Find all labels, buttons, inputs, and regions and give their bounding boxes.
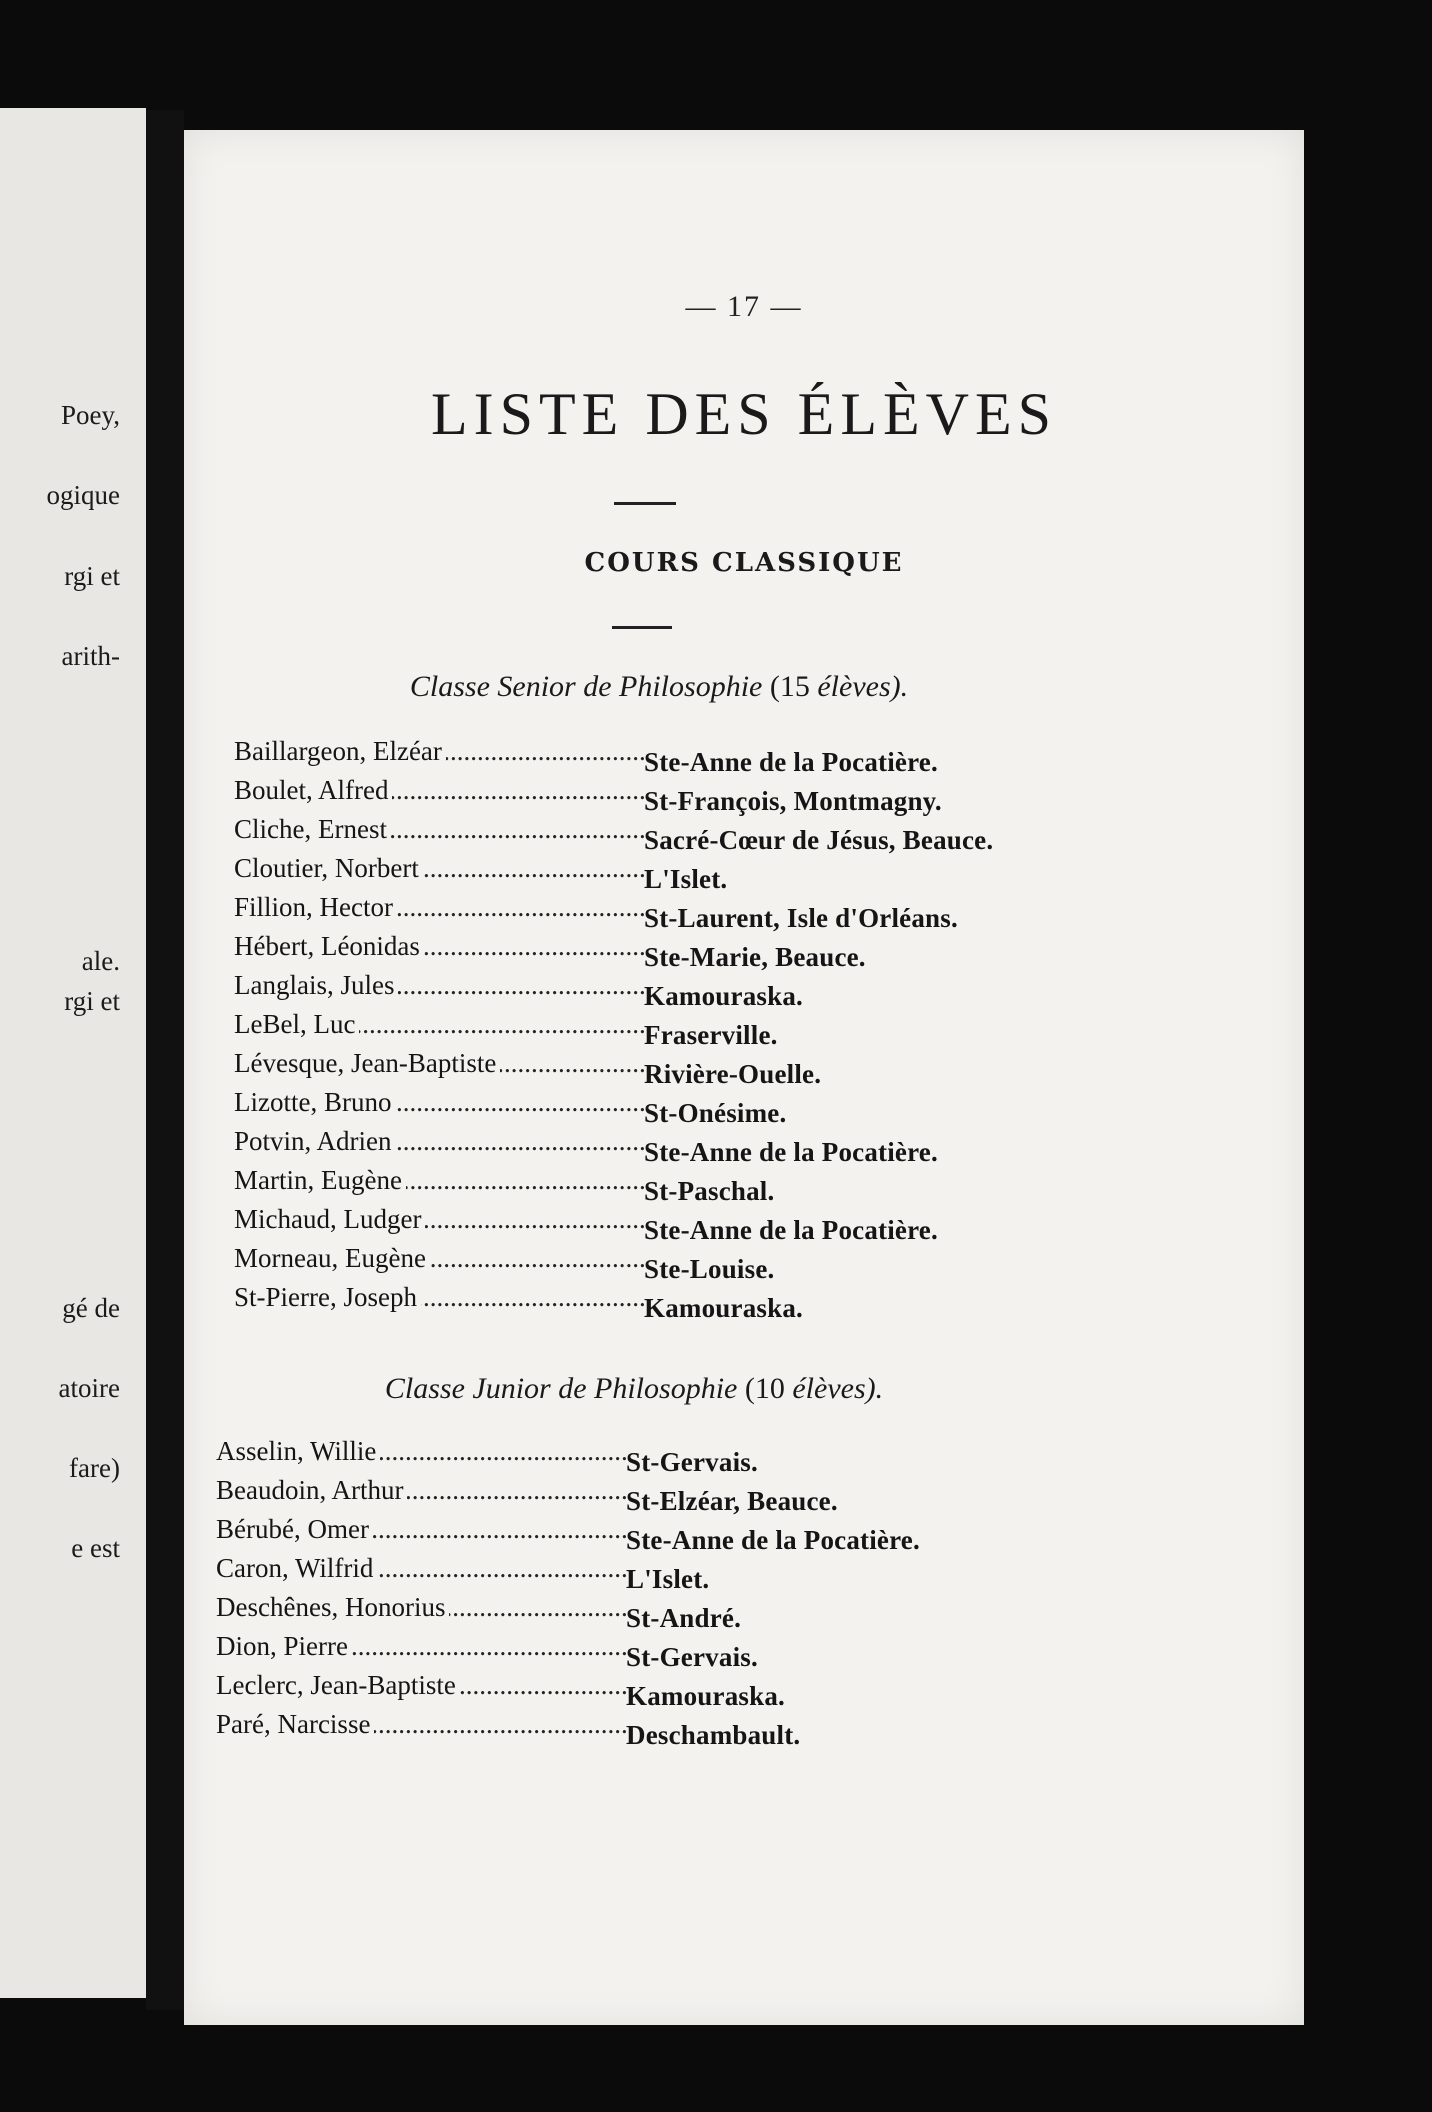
student-entry <box>216 1471 920 1516</box>
student-name: Langlais, Jules <box>234 970 398 1000</box>
student-hometown: Sacré-Cœur de Jésus, Beauce. <box>644 825 994 855</box>
facing-page-line: ale. <box>81 946 120 976</box>
student-name: Boulet, Alfred <box>234 775 392 805</box>
student-name: Michaud, Ludger <box>234 1204 425 1234</box>
student-hometown: Kamouraska. <box>644 981 803 1011</box>
facing-page-line: rgi et <box>64 561 120 591</box>
facing-page-line: e est <box>71 1533 120 1563</box>
student-entry <box>216 1549 920 1594</box>
student-entry <box>234 771 993 816</box>
section-title: COURS CLASSIQUE <box>584 548 904 578</box>
page-number: — 17 — <box>685 290 803 323</box>
divider-rule <box>612 626 672 629</box>
student-name: Deschênes, Honorius <box>216 1592 449 1622</box>
class-heading-senior <box>184 670 1134 704</box>
facing-page-line: gé de <box>62 1293 120 1323</box>
student-hometown: Ste-Anne de la Pocatière. <box>644 1137 938 1167</box>
divider-rule <box>614 502 676 505</box>
facing-page-line: rgi et <box>64 986 120 1016</box>
student-hometown: St-Gervais. <box>626 1642 758 1672</box>
facing-page-line: arith- <box>61 641 120 671</box>
student-hometown: Ste-Anne de la Pocatière. <box>644 747 938 777</box>
student-entry <box>216 1432 920 1477</box>
student-hometown: Fraserville. <box>644 1020 778 1050</box>
student-hometown: L'Islet. <box>644 864 728 894</box>
student-list-senior <box>234 732 994 1323</box>
book-spine-shadow <box>146 110 184 2010</box>
page-title: LISTE DES ÉLÈVES <box>431 381 1057 447</box>
student-entry <box>216 1627 920 1672</box>
student-name: Leclerc, Jean-Baptiste <box>216 1670 460 1700</box>
class-heading-count-word: élèves). <box>792 1372 884 1405</box>
facing-page-line: atoire <box>58 1373 120 1403</box>
student-name: Cloutier, Norbert <box>234 853 423 883</box>
student-hometown: St-Onésime. <box>644 1098 787 1128</box>
student-name: Bérubé, Omer <box>216 1514 373 1544</box>
student-name: Beaudoin, Arthur <box>216 1475 407 1505</box>
student-hometown: Rivière-Ouelle. <box>644 1059 822 1089</box>
student-entry <box>216 1666 920 1711</box>
class-heading-label: Classe Senior de Philosophie <box>409 670 763 703</box>
student-name: Fillion, Hector <box>234 892 397 922</box>
student-hometown: St-Elzéar, Beauce. <box>626 1486 838 1516</box>
student-hometown: Deschambault. <box>626 1720 801 1750</box>
student-name: Cliche, Ernest <box>234 814 391 844</box>
student-name: Asselin, Willie <box>216 1436 380 1466</box>
student-entry <box>234 1239 993 1284</box>
student-entry <box>234 732 993 777</box>
student-hometown: Kamouraska. <box>626 1681 785 1711</box>
student-hometown: Ste-Anne de la Pocatière. <box>644 1215 938 1245</box>
student-hometown: St-Laurent, Isle d'Orléans. <box>644 903 958 933</box>
student-entry <box>234 927 993 972</box>
student-entry <box>234 849 993 894</box>
class-heading-count: (10 <box>744 1372 785 1405</box>
student-name: Lizotte, Bruno <box>234 1087 395 1117</box>
student-hometown: Ste-Marie, Beauce. <box>644 942 866 972</box>
student-hometown: Kamouraska. <box>644 1293 803 1323</box>
student-hometown: St-André. <box>626 1603 742 1633</box>
student-entry <box>234 888 993 933</box>
student-entry <box>234 1200 993 1245</box>
student-hometown: St-Gervais. <box>626 1447 758 1477</box>
student-name: St-Pierre, Joseph <box>234 1282 421 1312</box>
student-hometown: L'Islet. <box>626 1564 710 1594</box>
facing-page-line: ogique <box>46 480 120 510</box>
student-name: Dion, Pierre <box>216 1631 352 1661</box>
student-name: Lévesque, Jean-Baptiste <box>234 1048 500 1078</box>
student-hometown: Ste-Louise. <box>644 1254 775 1284</box>
student-hometown: St-François, Montmagny. <box>644 786 942 816</box>
student-name: LeBel, Luc <box>234 1009 359 1039</box>
student-entry <box>234 1044 993 1089</box>
student-hometown: Ste-Anne de la Pocatière. <box>626 1525 920 1555</box>
student-name: Caron, Wilfrid <box>216 1553 377 1583</box>
class-heading-count: (15 <box>769 670 810 703</box>
student-name: Morneau, Eugène <box>234 1243 430 1273</box>
student-entry <box>216 1705 920 1750</box>
student-entry <box>234 810 994 855</box>
student-name: Baillargeon, Elzéar <box>234 736 446 766</box>
student-list-junior <box>216 1432 920 1750</box>
student-name: Potvin, Adrien <box>234 1126 396 1156</box>
class-heading-label: Classe Junior de Philosophie <box>384 1372 738 1405</box>
student-entry <box>234 966 993 1011</box>
student-name: Hébert, Léonidas <box>234 931 424 961</box>
facing-page-line: fare) <box>69 1453 120 1483</box>
facing-page-line: Poey, <box>61 400 120 430</box>
student-entry <box>234 1083 993 1128</box>
facing-page-fragment <box>0 108 146 1998</box>
student-hometown: St-Paschal. <box>644 1176 775 1206</box>
student-entry <box>234 1278 993 1323</box>
student-entry <box>234 1161 993 1206</box>
student-entry <box>216 1510 920 1555</box>
student-entry <box>216 1588 920 1633</box>
document-page <box>184 130 1304 2025</box>
class-heading-junior <box>184 1372 1084 1406</box>
student-name: Martin, Eugène <box>234 1165 406 1195</box>
student-entry <box>234 1122 993 1167</box>
student-name: Paré, Narcisse <box>216 1709 374 1739</box>
class-heading-count-word: élèves). <box>817 670 909 703</box>
student-entry <box>234 1005 993 1050</box>
